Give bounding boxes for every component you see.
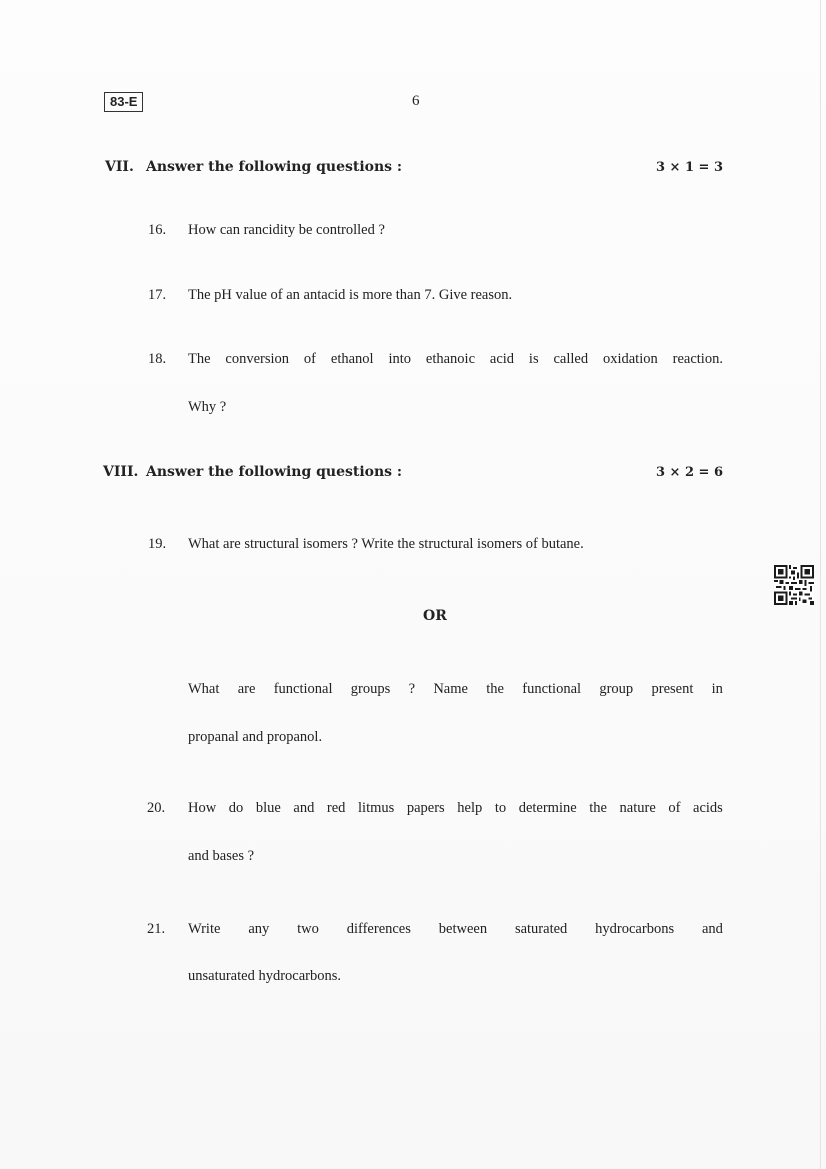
question-17-text: The pH value of an antacid is more than 7. Give reason. [188,287,513,303]
question-20-line-2: and bases ? [188,848,255,864]
question-21-line-1: Write any two differences between saturated hydrocarbons and [188,921,723,937]
section-7-title: Answer the following questions : [146,159,403,175]
question-19-number: 19. [148,536,167,552]
question-20-line-1: How do blue and red litmus papers help to determine the nature of acids [188,800,723,816]
question-17-number: 17. [148,287,167,303]
section-8-label: VIII. [103,464,139,480]
question-18-line-2: Why ? [188,399,227,415]
section-8-title: Answer the following questions : [146,464,403,480]
question-21-number: 21. [147,921,166,937]
section-8-marks: 3 × 2 = 6 [655,465,723,480]
question-16-number: 16. [148,222,167,238]
question-21-line-2: unsaturated hydrocarbons. [188,968,342,984]
paper-code: 83-E [104,92,143,112]
question-19-text: What are structural isomers ? Write the structural isomers of butane. [188,536,584,552]
page-number: 6 [412,93,420,109]
section-7-marks: 3 × 1 = 3 [655,160,723,175]
question-16-text: How can rancidity be controlled ? [188,222,385,238]
question-18-line-1: The conversion of ethanol into ethanoic acid is called oxidation reaction. [188,351,723,367]
question-19-alt-line-1: What are functional groups ? Name the functional group present in [188,681,723,697]
question-18-number: 18. [148,351,167,367]
question-20-number: 20. [147,800,166,816]
section-7-label: VII. [105,159,134,175]
question-19-alt-line-2: propanal and propanol. [188,729,323,745]
or-separator: OR [423,608,447,624]
qr-code-icon [774,565,814,605]
page-edge-divider [820,0,821,1169]
